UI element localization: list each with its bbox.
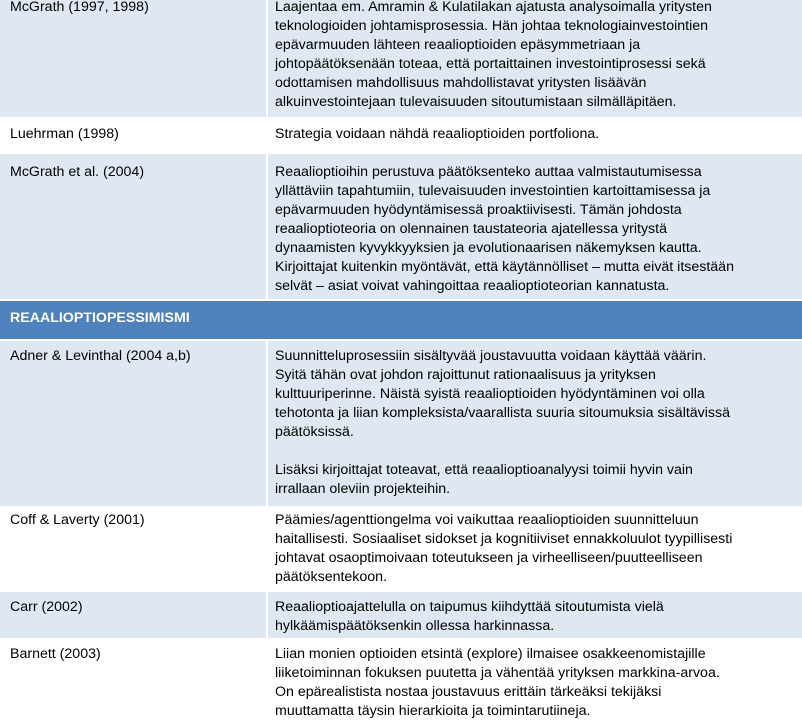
description-cell: Liian monien optioiden etsintä (explore) ilmaisee osakkeenomistajille liiketoiminnan fokuksen puutetta ja vähentää yrityksen markkina-arvoa. On epärealistista nostaa joustavuus erittäin tärkeäksi tekijäksi muuttamatta täysin hierarkioita ja toimintarutiineja.: [275, 646, 720, 719]
description-cell: Strategia voidaan nähdä reaalioptioiden portfoliona.: [275, 126, 600, 142]
table-row: [0, 154, 802, 301]
column-divider: [266, 0, 268, 117]
author-cell: Carr (2002): [10, 599, 83, 615]
column-divider: [266, 508, 268, 590]
section-header-row: [0, 301, 802, 341]
table-row: [0, 341, 802, 508]
table-row: [0, 592, 802, 640]
description-cell: Suunnitteluprosessiin sisältyvää joustavuutta voidaan käyttää väärin. Syitä tähän ovat johdon rajoittunut rationaalisuus ja yrityksen kulttuuriperinne. Näistä syistä reaalioptioiden hyödyntäminen voi olla tehotonta ja liian kompleksista/vaarallista suuria sitoumuksia sisältävissä päätöksissä. Lisäksi kirjoittajat toteavat, että reaalioptioanalyysi toimii hyvin vain irrallaan oleviin projekteihin.: [275, 348, 730, 497]
column-divider: [266, 341, 268, 506]
column-divider: [266, 154, 268, 299]
table-row: [0, 0, 802, 119]
table-row: [0, 119, 802, 154]
author-cell: Coff & Laverty (2001): [10, 512, 145, 528]
description-cell: Reaalioptioihin perustuva päätöksenteko auttaa valmistautumisessa yllättäviin tapahtumiin, tulevaisuuden investointien kartoittamisessa ja epävarmuuden hyödyntämisessä proaktiivisesti. Tämän johdosta reaalioptioteoria on olennainen taustateoria ajatellessa yritystä dynaamisten kyvykkyyksien ja evolutionaarisen näkemyksen kautta. Kirjoittajat kuitenkin myöntävät, että käytännölliset – mutta eivät itsestään selvät – asiat voivat vahingoittaa reaalioptioteorian kannatusta.: [275, 164, 734, 294]
table-row: [0, 640, 802, 728]
author-cell: Barnett (2003): [10, 646, 101, 662]
column-divider: [266, 592, 268, 638]
table-row: [0, 508, 802, 592]
description-cell: Laajentaa em. Amramin & Kulatilakan ajatusta analysoimalla yritysten teknologioiden johtamisprosessia. Hän johtaa teknologiainvestointien epävarmuuden lähteen reaalioptioiden epäsymmetriaan ja johtopäätöksenään toteaa, että portaittainen investointiprosessi sekä odottamisen mahdollisuus mahdollistavat yritysten lisäävän alkuinvestointejaan tulevaisuuden sitoutumistaan silmälläpitäen.: [275, 0, 712, 110]
section-title: REAALIOPTIOPESSIMISMI: [10, 310, 190, 326]
description-cell: Reaalioptioajattelulla on taipumus kiihdyttää sitoutumista vielä hylkäämispäätöksenkin ollessa harkinnassa.: [275, 599, 664, 634]
column-divider: [266, 640, 268, 728]
column-divider: [266, 119, 268, 152]
author-cell: Luehrman (1998): [10, 126, 119, 142]
author-cell: McGrath (1997, 1998): [10, 0, 149, 15]
author-cell: McGrath et al. (2004): [10, 164, 145, 180]
author-cell: Adner & Levinthal (2004 a,b): [10, 348, 191, 364]
description-cell: Päämies/agenttiongelma voi vaikuttaa reaalioptioiden suunnitteluun haitallisesti. Sosiaaliset sidokset ja kognitiiviset ennakkoluulot tyypillisesti johtavat osaoptimoivaan toteutukseen ja virheelliseen/puutteelliseen päätöksentekoon.: [275, 512, 733, 585]
